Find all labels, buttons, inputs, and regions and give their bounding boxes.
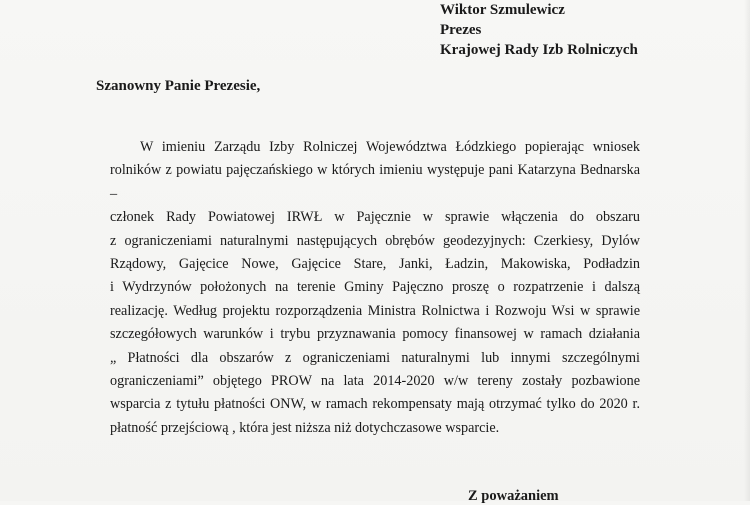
- letter-body: [110, 136, 640, 440]
- recipient-title: Prezes: [440, 22, 482, 38]
- body-line: W imieniu Zarządu Izby Rolniczej Województwa Łódzkiego popierając wniosek: [140, 139, 640, 155]
- body-line: „ Płatności dla obszarów z ograniczeniami naturalnymi lub innymi szczególnymi: [110, 349, 640, 366]
- body-line: z ograniczeniami naturalnymi następujących obrębów geodezyjnych: Czerkiesy, Dylów: [110, 232, 640, 249]
- scan-edge: [744, 0, 750, 501]
- recipient-organization: Krajowej Rady Izb Rolniczych: [440, 42, 638, 58]
- closing: Z poważaniem: [468, 488, 559, 504]
- body-line: szczegółowych warunków i trybu przyznawania pomocy finansowej w ramach działania: [110, 326, 640, 343]
- body-line: członek Rady Powiatowej IRWŁ w Pajęcznie w sprawie włączenia do obszaru: [110, 209, 640, 226]
- body-line: ograniczeniami” objętego PROW na lata 2014-2020 w/w tereny zostały pozbawione: [110, 373, 640, 390]
- recipient-name: Wiktor Szmulewicz: [440, 2, 565, 18]
- body-line: realizację. Według projektu rozporządzenia Ministra Rolnictwa i Rozwoju Wsi w sprawie: [110, 302, 640, 319]
- body-line: płatność przejściową , która jest niższa niż dotychczasowe wsparcie.: [110, 419, 500, 436]
- body-line: i Wydrzynów położonych na terenie Gminy Pajęczno proszę o rozpatrzenie i dalszą: [110, 279, 640, 296]
- body-line: Rządowy, Gajęcice Nowe, Gajęcice Stare, Janki, Ładzin, Makowiska, Podładzin: [110, 256, 640, 273]
- body-line: rolników z powiatu pajęczańskiego w których imieniu występuje pani Katarzyna Bednarska –: [110, 162, 640, 202]
- salutation: Szanowny Panie Prezesie,: [96, 78, 261, 94]
- recipient-block: [440, 0, 638, 60]
- body-line: wsparcia z tytułu płatności ONW, w ramach rekompensaty mają otrzymać tylko do 2020 r.: [110, 396, 640, 413]
